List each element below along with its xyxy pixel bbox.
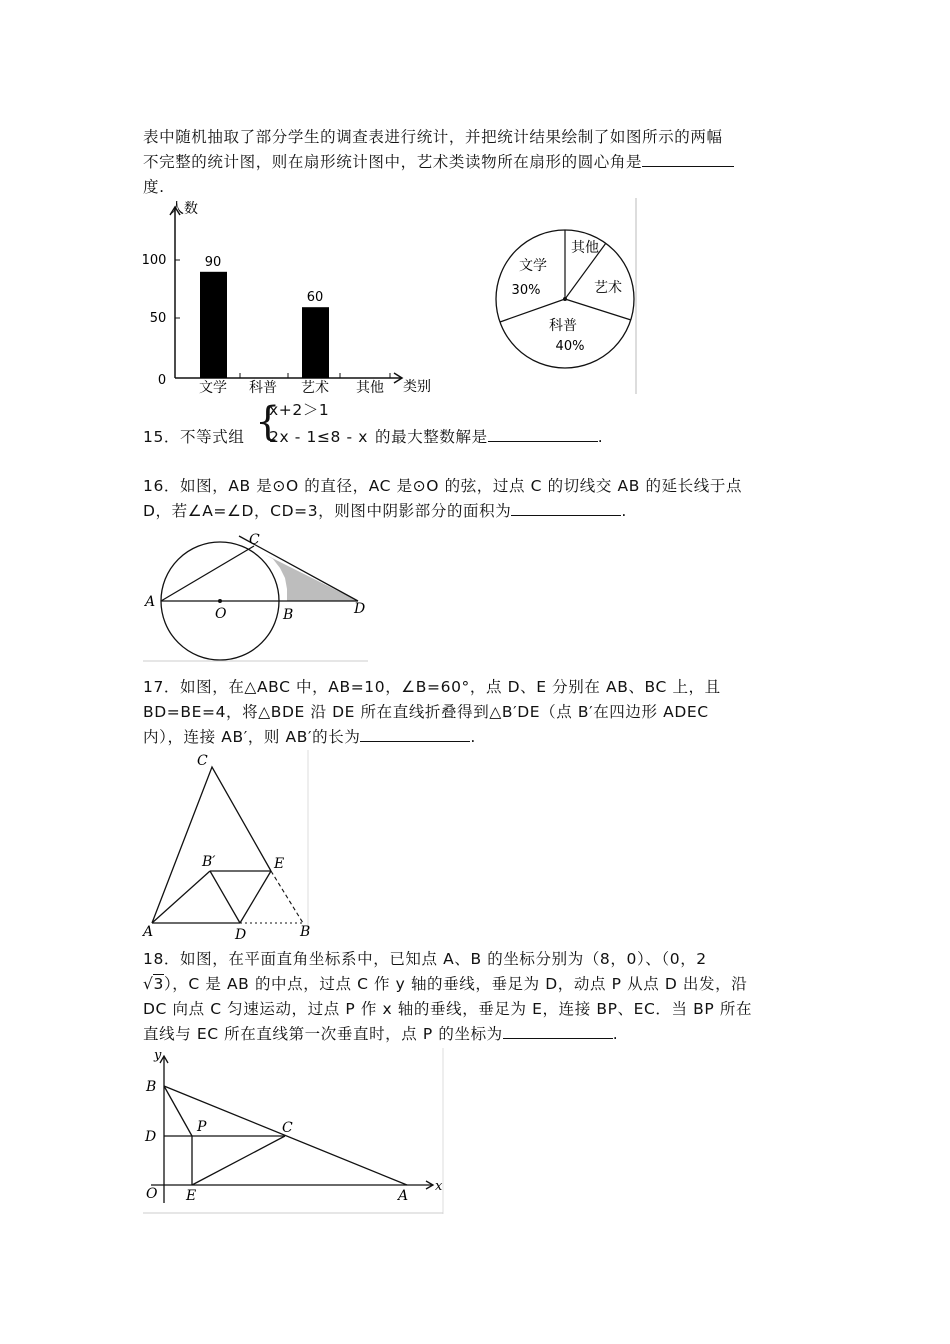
- q18-line-4: 直线与 EC 所在直线第一次垂直时，点 P 的坐标为 .: [143, 1022, 808, 1047]
- q18-label-C: C: [282, 1120, 293, 1136]
- q17-figure: [143, 750, 323, 943]
- q17-label-A: A: [143, 924, 154, 940]
- q16-figure: [143, 528, 373, 663]
- q18-line-2: √3），C 是 AB 的中点，过点 C 作 y 轴的垂线，垂足为 D，动点 P 从点 D 出发，沿: [143, 975, 748, 993]
- category-yishu: 艺术: [301, 380, 329, 396]
- slice-label-yishu: 艺术: [594, 280, 622, 296]
- answer-blank-15[interactable]: [488, 425, 598, 442]
- y-axis-label: 人数: [170, 201, 198, 217]
- q18-label-E: E: [186, 1188, 197, 1204]
- q17-line-3: 内），连接 AB′，则 AB′的长为 .: [143, 725, 808, 750]
- answer-blank-16[interactable]: [511, 499, 621, 516]
- ytick-50: 50: [149, 311, 167, 326]
- q16-line-1: 16．如图，AB 是⊙O 的直径，AC 是⊙O 的弦，过点 C 的切线交 AB 的延长线于点: [143, 477, 743, 495]
- q18-line-3: DC 向点 C 匀速运动，过点 P 作 x 轴的垂线，垂足为 E，连接 BP、EC．当 BP 所在: [143, 1000, 753, 1018]
- q18-line-EC: [192, 1136, 285, 1185]
- intro-paragraph: [143, 125, 808, 200]
- q17-label-E: E: [274, 856, 285, 872]
- q15-row-1: x+2＞1: [269, 401, 330, 419]
- ytick-100: 100: [141, 253, 167, 268]
- q15-number: 15．不等式组: [143, 428, 245, 446]
- bar-wenxue: [200, 272, 227, 378]
- category-kepu: 科普: [249, 380, 277, 396]
- slice-percent-wenxue: 30%: [511, 283, 541, 298]
- slice-percent-kepu: 40%: [555, 339, 585, 354]
- q18-label-y: y: [154, 1048, 162, 1063]
- q17-label-B-prime: B′: [202, 854, 216, 870]
- answer-blank-17[interactable]: [360, 725, 470, 742]
- slice-label-wenxue: 文学: [519, 258, 547, 274]
- bar-label-yishu: 60: [306, 290, 324, 306]
- q17-line-B'D: [210, 871, 240, 923]
- x-axis-label: 类别: [403, 379, 431, 395]
- q17-label-B: B: [300, 924, 311, 940]
- category-qita: 其他: [356, 380, 384, 396]
- intro-line-3: 度.: [143, 178, 165, 196]
- q17-line-AB': [152, 871, 210, 923]
- q18-figure: [143, 1048, 453, 1218]
- intro-line-2: 不完整的统计图，则在扇形统计图中，艺术类读物所在扇形的圆心角是: [143, 150, 808, 175]
- pie-center: [563, 297, 567, 301]
- q17-label-C: C: [197, 753, 208, 769]
- question-15: [143, 398, 808, 450]
- pie-chart: [478, 198, 638, 398]
- q17-line-2: BD=BE=4，将△BDE 沿 DE 所在直线折叠得到△B′DE（点 B′在四边形 ADEC: [143, 703, 709, 721]
- category-wenxue: 文学: [199, 380, 227, 396]
- bar-yishu: [302, 307, 329, 378]
- answer-blank-18[interactable]: [503, 1022, 613, 1039]
- q17-line-EB-dashed: [271, 871, 303, 923]
- ytick-0: 0: [157, 373, 167, 388]
- answer-blank-14[interactable]: [642, 150, 734, 167]
- q18-label-x: x: [435, 1179, 443, 1194]
- q18-line-1: 18．如图，在平面直角坐标系中，已知点 A、B 的坐标分别为（8，0）、（0，2: [143, 950, 707, 968]
- q18-label-D: D: [145, 1129, 157, 1145]
- q16-label-O: O: [215, 606, 227, 622]
- q16-label-D: D: [354, 601, 366, 617]
- q18-label-P: P: [197, 1119, 207, 1135]
- slice-label-kepu: 科普: [549, 318, 577, 334]
- question-16: [143, 474, 808, 524]
- q17-label-D: D: [235, 927, 247, 943]
- question-17: [143, 675, 808, 750]
- q15-brace-icon: {: [255, 399, 282, 445]
- sqrt-icon: √: [143, 975, 154, 993]
- q15-row-2: 2x - 1≤8 - x: [269, 428, 369, 446]
- bar-label-wenxue: 90: [204, 254, 222, 270]
- slice-label-qita: 其他: [571, 240, 599, 256]
- intro-line-1: 表中随机抽取了部分学生的调查表进行统计，并把统计结果绘制了如图所示的两幅: [143, 128, 723, 146]
- q18-label-B: B: [146, 1079, 157, 1095]
- bar-chart: [140, 195, 440, 395]
- q17-line-DE: [240, 871, 271, 923]
- q18-label-O: O: [146, 1186, 158, 1202]
- q16-center-dot: [218, 599, 222, 603]
- q18-sqrt-value: 3: [153, 975, 164, 993]
- q16-label-B: B: [283, 607, 294, 623]
- q15-tail: 的最大整数解是 .: [375, 425, 603, 450]
- q16-label-C: C: [249, 532, 260, 548]
- q17-triangle-ACE: [152, 767, 271, 923]
- q18-label-A: A: [398, 1188, 409, 1204]
- q16-line-2: D，若∠A=∠D，CD=3，则图中阴影部分的面积为 .: [143, 499, 808, 524]
- q18-line-BP: [164, 1086, 192, 1136]
- q16-label-A: A: [145, 594, 156, 610]
- q17-line-1: 17．如图，在△ABC 中，AB=10，∠B=60°，点 D、E 分别在 AB、BC 上，且: [143, 678, 721, 696]
- q16-line-AC: [161, 546, 254, 601]
- question-18: [143, 947, 808, 1047]
